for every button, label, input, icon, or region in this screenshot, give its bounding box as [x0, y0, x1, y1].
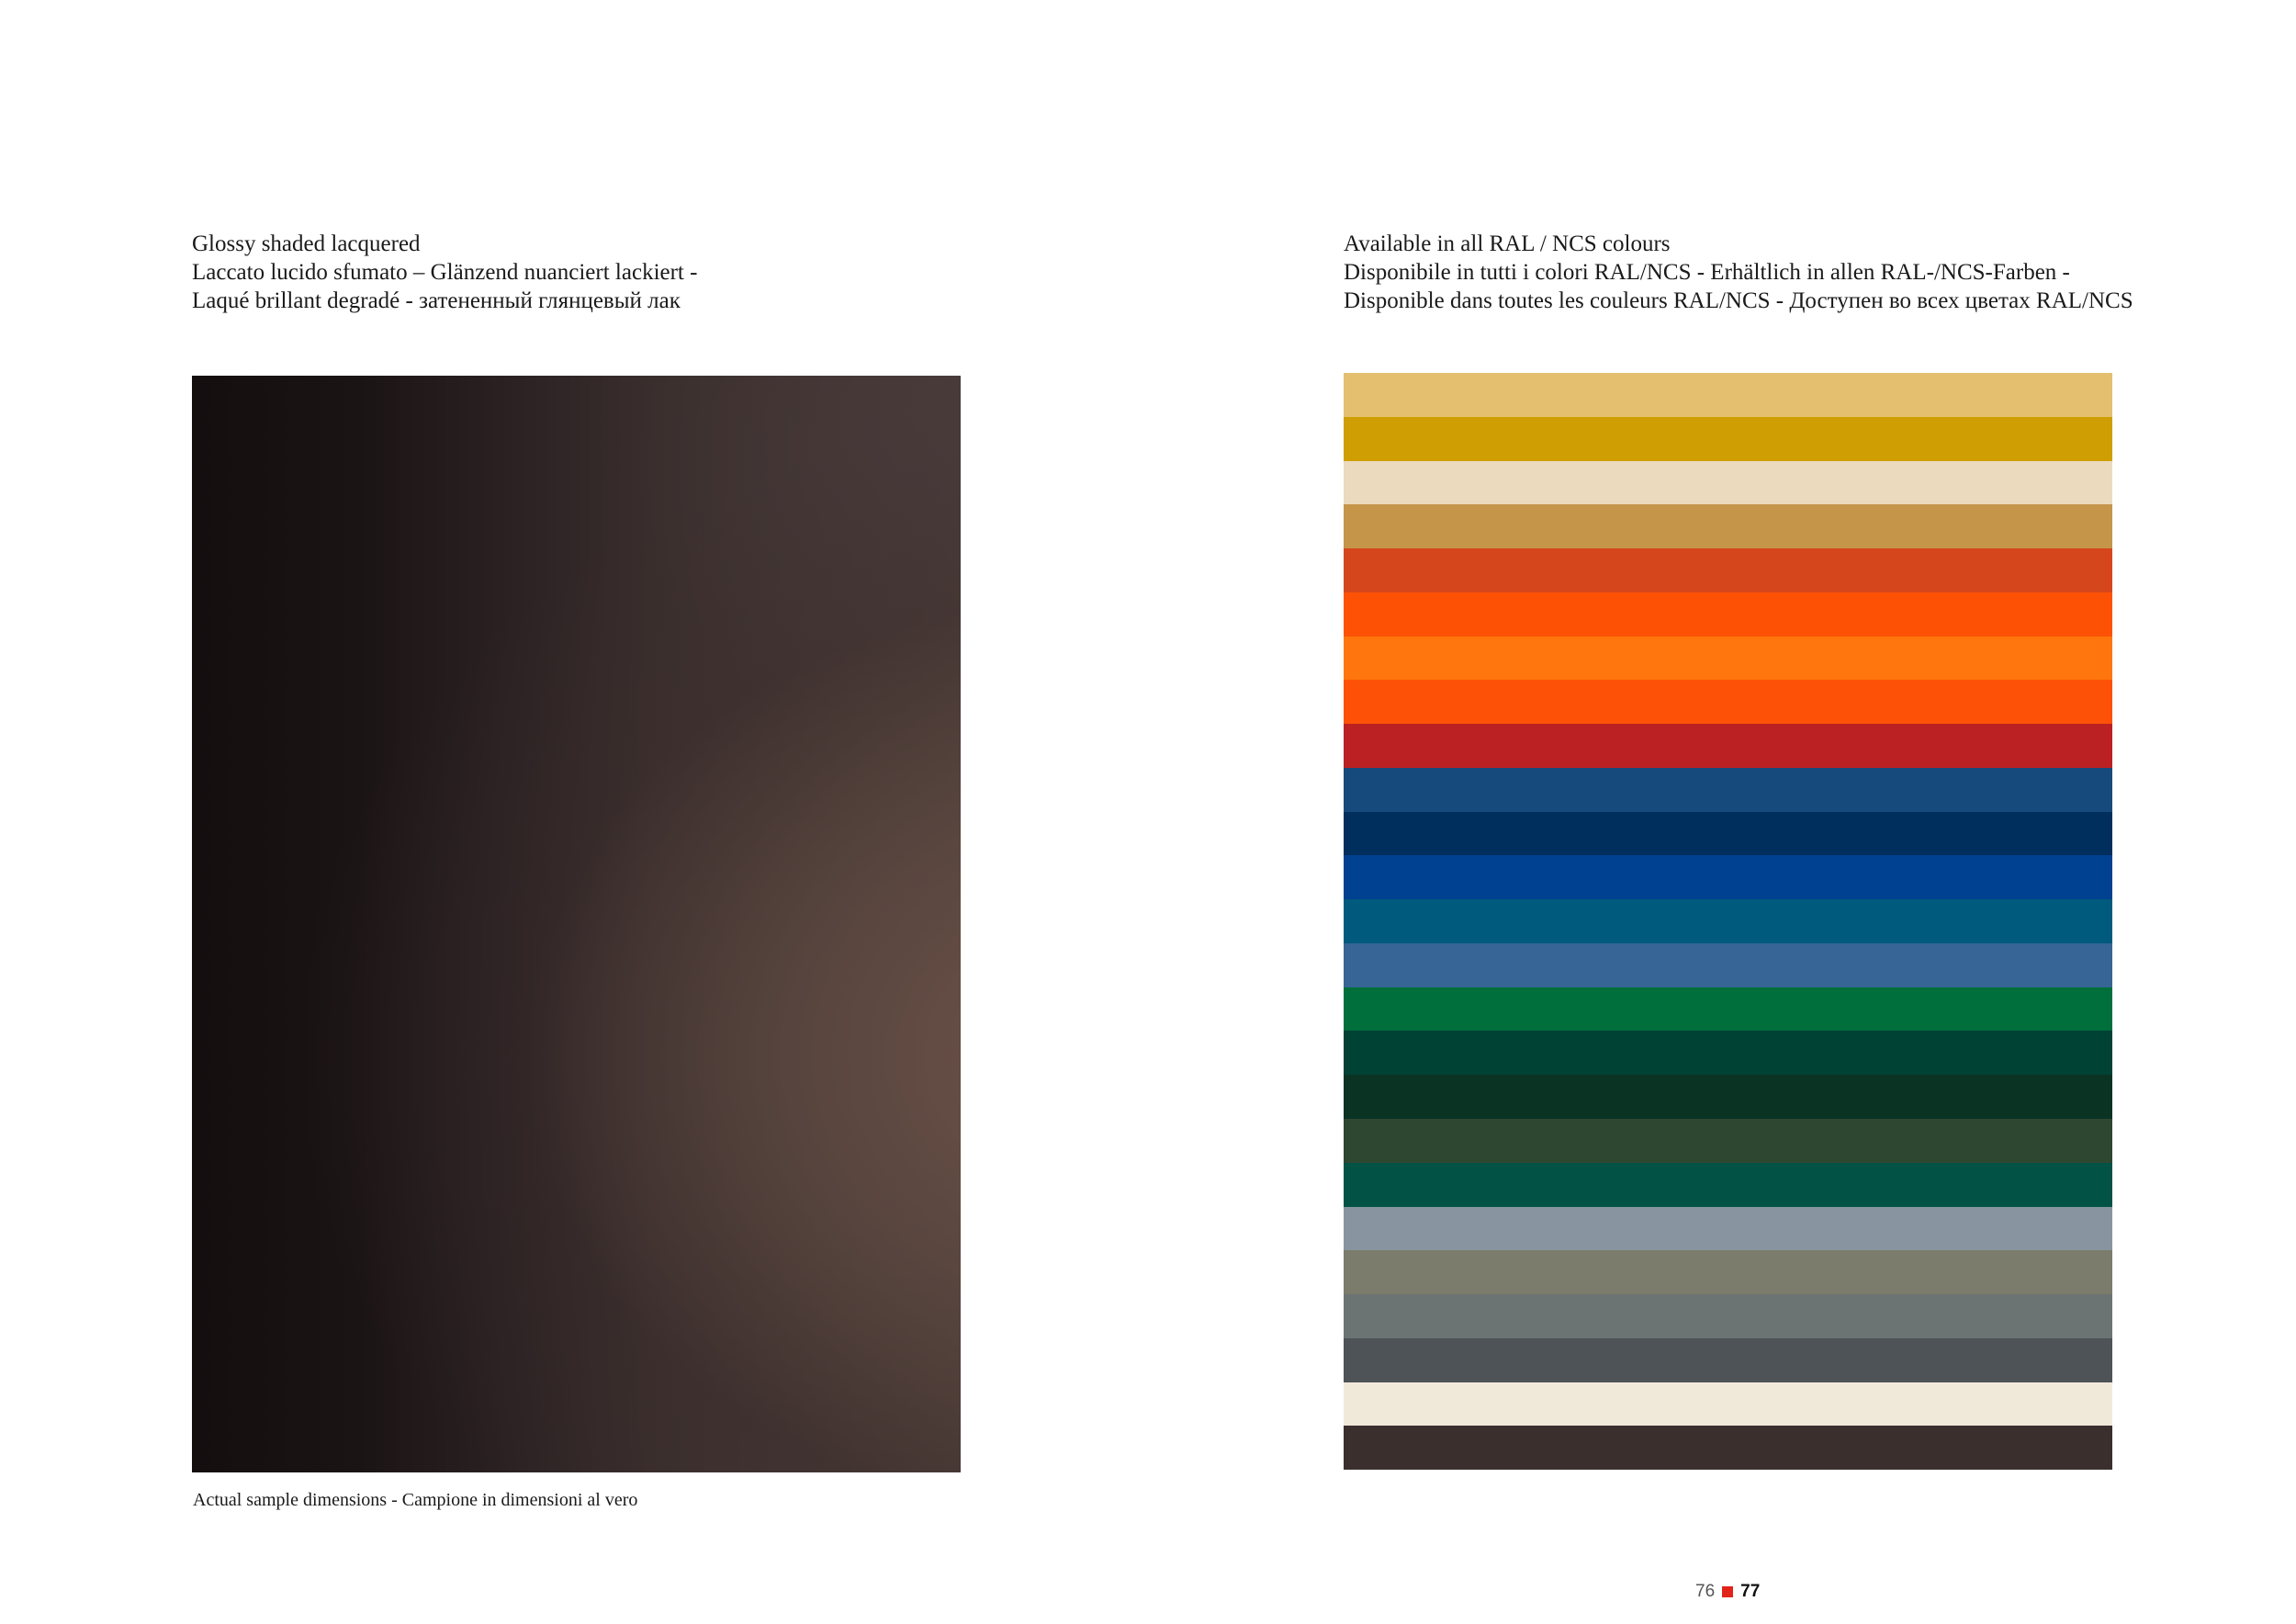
colour-stripe: [1344, 637, 2112, 681]
colour-stripe: [1344, 899, 2112, 943]
colour-stripe: [1344, 812, 2112, 856]
colour-palette: [1344, 373, 2112, 1470]
colour-stripe: [1344, 1382, 2112, 1427]
colours-heading-line: Disponible dans toutes les couleurs RAL/NCS - Доступен во всех цветах RAL/NCS: [1344, 288, 2133, 313]
colour-stripe: [1344, 1426, 2112, 1470]
colour-stripe: [1344, 987, 2112, 1032]
finish-heading-line: Laccato lucido sfumato – Glänzend nuanciert lackiert -: [192, 260, 698, 285]
page-numbers: [1695, 1582, 1760, 1602]
colour-stripe: [1344, 1207, 2112, 1251]
colour-stripe: [1344, 943, 2112, 987]
colours-heading-line: Disponibile in tutti i colori RAL/NCS - Erhältlich in allen RAL-/NCS-Farben -: [1344, 260, 2070, 285]
colour-stripe: [1344, 724, 2112, 768]
colour-stripe: [1344, 1075, 2112, 1119]
colour-stripe: [1344, 1163, 2112, 1207]
finish-heading-line: Glossy shaded lacquered: [192, 231, 421, 256]
colour-stripe: [1344, 680, 2112, 724]
colour-stripe: [1344, 1119, 2112, 1163]
colour-stripe: [1344, 1031, 2112, 1075]
colour-stripe: [1344, 1250, 2112, 1294]
finish-heading: [192, 230, 697, 315]
colour-stripe: [1344, 373, 2112, 417]
colour-stripe: [1344, 1294, 2112, 1338]
page-number-left: 76: [1695, 1582, 1716, 1601]
page-marker-square: [1722, 1586, 1733, 1597]
page-number-right: 77: [1740, 1582, 1761, 1601]
colour-stripe: [1344, 768, 2112, 812]
shaded-lacquer-sample: [192, 376, 961, 1472]
finish-heading-line: Laqué brillant degradé - затененный глянцевый лак: [192, 288, 681, 313]
colour-stripe: [1344, 417, 2112, 461]
colour-stripe: [1344, 461, 2112, 505]
colours-heading: [1344, 230, 2133, 315]
colour-stripe: [1344, 548, 2112, 592]
colour-stripe: [1344, 1338, 2112, 1382]
sample-caption: Actual sample dimensions - Campione in dimensioni al vero: [193, 1490, 638, 1510]
colours-heading-line: Available in all RAL / NCS colours: [1344, 231, 1671, 256]
colour-stripe: [1344, 504, 2112, 548]
colour-stripe: [1344, 855, 2112, 899]
colour-stripe: [1344, 592, 2112, 637]
